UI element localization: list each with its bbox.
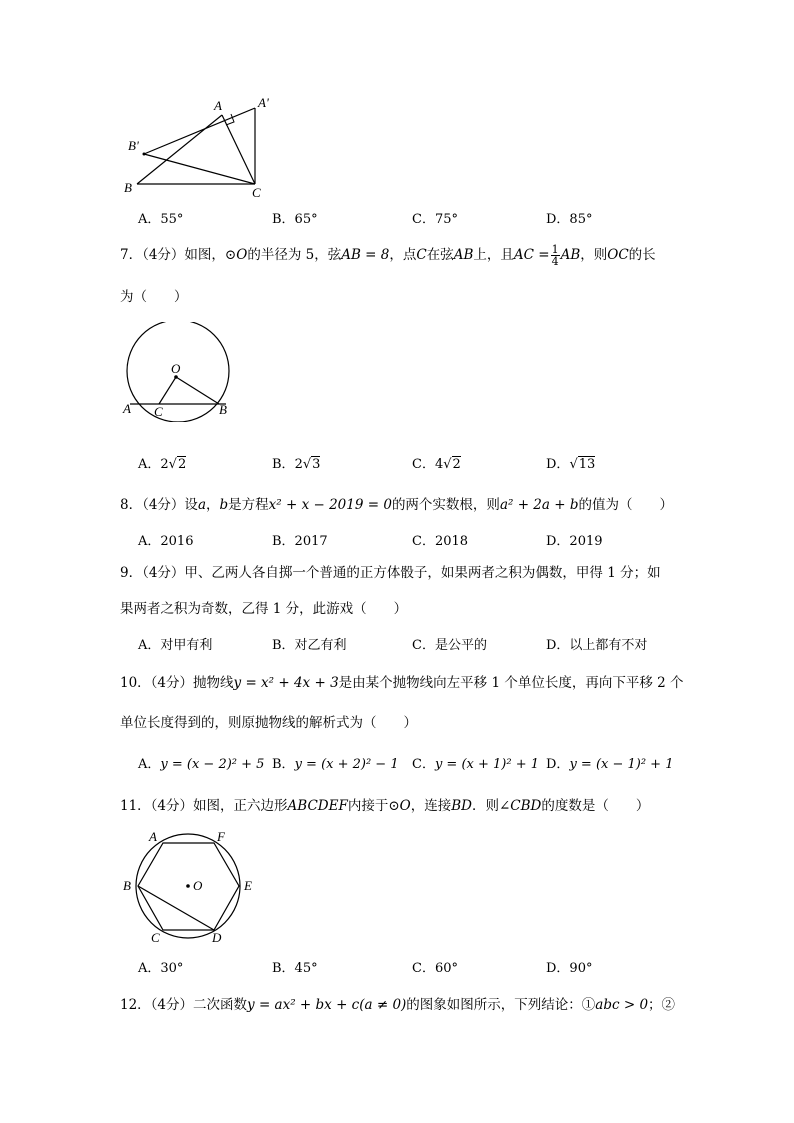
label-A: A (149, 829, 157, 844)
q7-stem: 7．（4分）如图，⊙O的半径为 5，弦AB = 8，点C在弦AB上，且AC = $\frac{1}{4}$ AB，则OC的长 (120, 243, 656, 268)
q9-option-b: B．对乙有利 (272, 638, 347, 653)
label-A: A (214, 98, 222, 113)
q10-option-c: C．y = (x + 1)² + 1 (412, 757, 539, 772)
label-A-prime: A' (258, 95, 269, 110)
q6-option-c: C．75° (412, 212, 458, 227)
q11-stem: 11．（4分）如图，正六边形ABCDEF内接于⊙O，连接BD．则∠CBD的度数是（ ） (120, 798, 650, 814)
label-E: E (244, 878, 252, 893)
q6-option-d: D．85° (546, 212, 593, 227)
q7-option-b: B．2√3 (272, 457, 321, 472)
label-D: D (212, 930, 222, 945)
q6-option-b: B．65° (272, 212, 318, 227)
q9-stem-line2: 果两者之积为奇数，乙得 1 分，此游戏（ ） (120, 601, 408, 617)
q11-option-b: B．45° (272, 961, 318, 976)
q8-stem: 8．（4分）设a，b是方程x² + x − 2019 = 0的两个实数根，则a² + 2a + b的值为（ ） (120, 497, 673, 513)
q9-stem: 9．（4分）甲、乙两人各自掷一个普通的正方体骰子，如果两者之积为偶数，甲得 1 分；如 (120, 565, 661, 581)
fraction-one-quarter: $\frac{1}{4}$ (551, 243, 559, 268)
label-O: O (171, 361, 181, 376)
q7-option-a: A．2√2 (138, 457, 187, 472)
q8-option-a: A．2016 (138, 534, 194, 549)
label-C: C (252, 185, 261, 200)
hexagon-circle-figure (118, 826, 268, 948)
label-C: C (154, 404, 163, 419)
q10-option-a: A．y = (x − 2)² + 5 (138, 757, 265, 772)
label-A: A (123, 401, 131, 416)
q10-option-b: B．y = (x + 2)² − 1 (272, 757, 399, 772)
circle-chord-figure (118, 322, 243, 422)
q7-stem-line2: 为（ ） (120, 289, 188, 305)
q9-option-d: D．以上都有不对 (546, 638, 648, 653)
q10-stem-line2: 单位长度得到的，则原抛物线的解析式为（ ） (120, 715, 417, 731)
q10-stem: 10．（4分）抛物线y = x² + 4x + 3是由某个抛物线向左平移 1 个单位长度，再向下平移 2 个 (120, 675, 684, 691)
q8-option-b: B．2017 (272, 534, 328, 549)
q9-option-c: C．是公平的 (412, 638, 487, 653)
q7-option-d: D．√13 (546, 457, 596, 472)
q6-option-a: A．55° (138, 212, 184, 227)
q11-option-d: D．90° (546, 961, 593, 976)
q8-option-d: D．2019 (546, 534, 603, 549)
label-C: C (151, 930, 160, 945)
label-B: B (123, 878, 131, 893)
triangle-rotation-figure (118, 92, 278, 202)
label-F: F (217, 829, 225, 844)
q8-option-c: C．2018 (412, 534, 469, 549)
label-O: O (193, 878, 203, 893)
label-B: B (124, 180, 132, 195)
q11-option-c: C．60° (412, 961, 458, 976)
label-B-prime: B' (128, 138, 139, 153)
q10-option-d: D．y = (x − 1)² + 1 (546, 757, 674, 772)
q12-stem: 12．（4分）二次函数y = ax² + bx + c(a ≠ 0)的图象如图所示，下列结论：①abc > 0；② (120, 997, 676, 1013)
q11-option-a: A．30° (138, 961, 184, 976)
q7-option-c: C．4√2 (412, 457, 461, 472)
label-B: B (219, 402, 227, 417)
q9-option-a: A．对甲有利 (138, 638, 213, 653)
